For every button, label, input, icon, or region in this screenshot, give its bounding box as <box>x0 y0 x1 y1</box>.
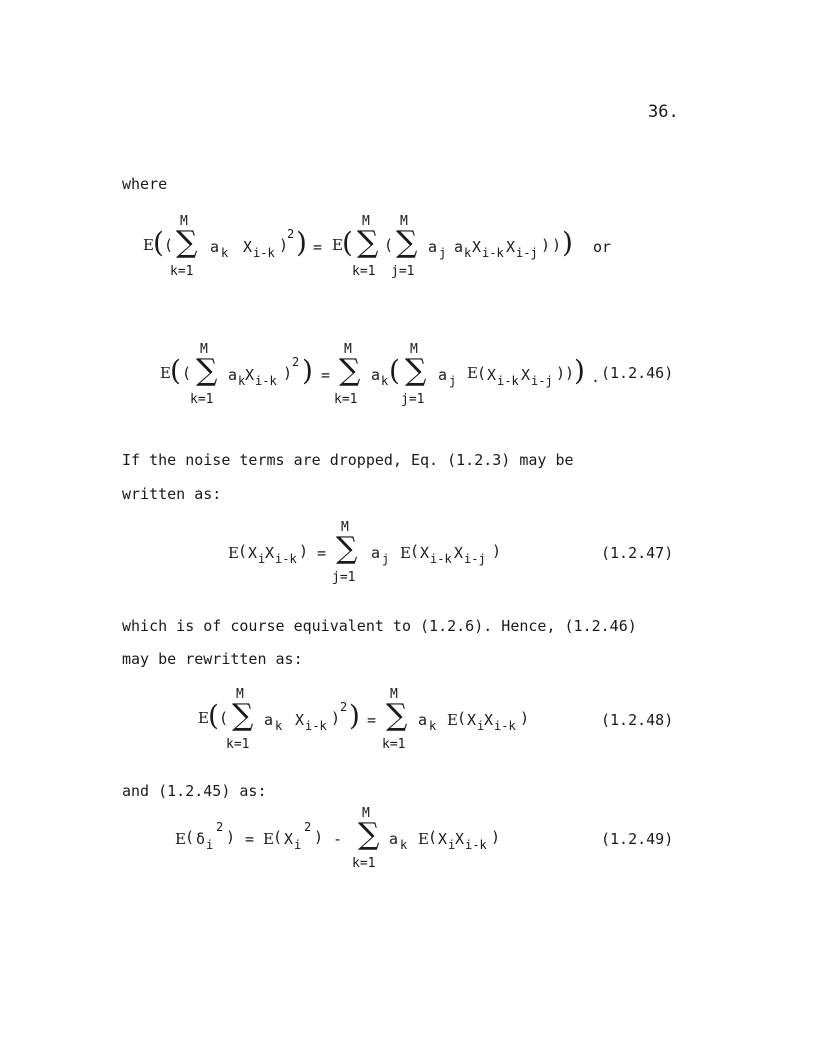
sub-i: i <box>448 838 456 852</box>
sum-upper: M <box>180 214 188 229</box>
big-right-paren: ) <box>574 354 585 387</box>
sup-2: 2 <box>216 820 224 834</box>
sum-upper: M <box>362 214 370 229</box>
right-paren: ) <box>492 542 502 560</box>
right-paren: ) <box>279 236 289 254</box>
sum-sign: ∑ <box>336 531 358 566</box>
text-where: where <box>122 175 168 193</box>
sub-k: k <box>221 246 229 260</box>
expect-operator: E <box>467 364 478 382</box>
sum-upper: M <box>344 342 352 357</box>
coef-a: a <box>264 711 274 729</box>
right-paren: ) <box>541 236 551 254</box>
big-left-paren: ( <box>389 354 400 387</box>
paragraph-equiv-line-2: may be rewritten as: <box>122 650 303 668</box>
var-X: X <box>484 711 494 729</box>
paragraph-and-as: and (1.2.45) as: <box>122 782 267 800</box>
var-X: X <box>245 366 255 384</box>
equals-sign: = <box>313 238 323 256</box>
expect-operator: E <box>175 830 186 848</box>
expect-operator: E <box>160 364 171 382</box>
var-X: X <box>243 238 253 256</box>
big-right-paren: ) <box>302 354 313 387</box>
sum-upper: M <box>200 342 208 357</box>
coef-a: a <box>210 238 220 256</box>
page-number: 36. <box>648 102 679 122</box>
sup-2: 2 <box>340 700 348 714</box>
period: . <box>591 368 601 386</box>
sum-upper: M <box>390 687 398 702</box>
sum-lower: k=1 <box>334 392 358 407</box>
sub-i-k: i-k <box>494 719 516 733</box>
equation-1-2-48 <box>0 685 816 765</box>
right-paren: ) <box>283 364 293 382</box>
right-paren: ) <box>226 828 236 846</box>
sup-2: 2 <box>292 355 300 369</box>
big-left-paren: ( <box>342 226 353 259</box>
expect-operator: E <box>332 236 343 254</box>
coef-a: a <box>371 366 381 384</box>
left-paren: ( <box>384 236 394 254</box>
var-X: X <box>295 711 305 729</box>
right-paren: ) <box>552 236 562 254</box>
sum-lower: k=1 <box>190 392 214 407</box>
sum-lower: j=1 <box>391 264 415 279</box>
big-right-paren: ) <box>296 226 307 259</box>
left-paren: ( <box>185 828 195 846</box>
right-paren: ) <box>331 709 341 727</box>
sum-lower: k=1 <box>382 737 406 752</box>
text-or: or <box>593 238 612 256</box>
equation-1-2-49 <box>0 804 816 884</box>
sum-lower: k=1 <box>352 264 376 279</box>
sub-i-j: i-j <box>516 246 538 260</box>
sub-i-k: i-k <box>275 552 297 566</box>
sub-k: k <box>464 246 472 260</box>
right-paren: ) <box>565 364 575 382</box>
sub-i-j: i-j <box>464 552 486 566</box>
sub-i: i <box>294 838 302 852</box>
coef-a: a <box>428 238 438 256</box>
big-left-paren: ( <box>170 354 181 387</box>
equation-label: (1.2.48) <box>601 711 674 729</box>
big-left-paren: ( <box>153 226 164 259</box>
sub-i-k: i-k <box>482 246 504 260</box>
left-paren: ( <box>164 236 174 254</box>
sum-upper: M <box>341 520 349 535</box>
sub-i: i <box>258 552 266 566</box>
expect-operator: E <box>228 544 239 562</box>
expect-operator: E <box>143 236 154 254</box>
coef-a: a <box>228 366 238 384</box>
expect-operator: E <box>263 830 274 848</box>
sub-i-k: i-k <box>305 719 327 733</box>
var-X: X <box>420 544 430 562</box>
sum-sign: ∑ <box>405 353 427 388</box>
sub-k: k <box>429 719 437 733</box>
sub-k: k <box>400 838 408 852</box>
coef-a: a <box>438 366 448 384</box>
equation-expansion-1 <box>0 212 816 292</box>
var-X: X <box>265 544 275 562</box>
equals-sign: = <box>321 366 331 384</box>
right-paren: ) <box>314 828 324 846</box>
left-paren: ( <box>477 364 487 382</box>
sub-k: k <box>275 719 283 733</box>
sum-sign: ∑ <box>176 225 198 260</box>
sum-sign: ∑ <box>232 698 254 733</box>
right-paren: ) <box>556 364 566 382</box>
left-paren: ( <box>273 828 283 846</box>
sub-i-k: i-k <box>465 838 487 852</box>
sum-upper: M <box>362 806 370 821</box>
left-paren: ( <box>219 709 229 727</box>
big-left-paren: ( <box>208 699 219 732</box>
sup-2: 2 <box>304 820 312 834</box>
sub-i-k: i-k <box>253 246 275 260</box>
right-paren: ) <box>491 828 501 846</box>
var-X: X <box>455 830 465 848</box>
sup-2: 2 <box>287 227 295 241</box>
equals-sign: = <box>317 544 327 562</box>
sum-sign: ∑ <box>196 353 218 388</box>
right-paren: ) <box>520 709 530 727</box>
sum-upper: M <box>236 687 244 702</box>
coef-a: a <box>389 830 399 848</box>
sub-i-k: i-k <box>255 374 277 388</box>
big-right-paren: ) <box>349 699 360 732</box>
coef-a: a <box>371 544 381 562</box>
sub-i: i <box>206 838 214 852</box>
equation-label: (1.2.46) <box>601 364 674 382</box>
minus-sign: - <box>333 830 343 848</box>
sum-lower: k=1 <box>226 737 250 752</box>
sub-k: k <box>238 374 246 388</box>
equals-sign: = <box>367 711 377 729</box>
sum-lower: k=1 <box>170 264 194 279</box>
sub-i: i <box>477 719 485 733</box>
sum-lower: j=1 <box>332 570 356 585</box>
left-paren: ( <box>238 542 248 560</box>
var-X: X <box>506 238 516 256</box>
big-right-paren: ) <box>562 226 573 259</box>
left-paren: ( <box>410 542 420 560</box>
left-paren: ( <box>182 364 192 382</box>
coef-a: a <box>418 711 428 729</box>
equation-1-2-47 <box>0 518 816 598</box>
right-paren: ) <box>299 542 309 560</box>
var-X: X <box>521 366 531 384</box>
equation-label: (1.2.49) <box>601 830 674 848</box>
sum-sign: ∑ <box>357 225 379 260</box>
equation-1-2-46 <box>0 340 816 420</box>
sum-sign: ∑ <box>358 817 380 852</box>
equation-label: (1.2.47) <box>601 544 674 562</box>
expect-operator: E <box>400 544 411 562</box>
paragraph-equiv-line-1: which is of course equivalent to (1.2.6). Hence, (1.2.46) <box>122 617 637 635</box>
var-X: X <box>472 238 482 256</box>
sub-j: j <box>382 552 390 566</box>
paragraph-noise-line-1: If the noise terms are dropped, Eq. (1.2.3) may be <box>122 451 574 469</box>
paragraph-noise-line-2: written as: <box>122 485 222 503</box>
left-paren: ( <box>428 828 438 846</box>
var-X: X <box>454 544 464 562</box>
sub-i-j: i-j <box>531 374 553 388</box>
var-X: X <box>284 830 294 848</box>
sum-upper: M <box>400 214 408 229</box>
sum-sign: ∑ <box>339 353 361 388</box>
var-X: X <box>248 544 258 562</box>
sub-j: j <box>439 246 447 260</box>
var-X: X <box>467 711 477 729</box>
sum-upper: M <box>410 342 418 357</box>
expect-operator: E <box>198 709 209 727</box>
sum-lower: k=1 <box>352 856 376 871</box>
sum-sign: ∑ <box>396 225 418 260</box>
var-X: X <box>487 366 497 384</box>
var-delta: δ <box>196 830 206 848</box>
sum-lower: j=1 <box>401 392 425 407</box>
coef-a: a <box>454 238 464 256</box>
expect-operator: E <box>447 711 458 729</box>
expect-operator: E <box>418 830 429 848</box>
sub-i-k: i-k <box>430 552 452 566</box>
sub-j: j <box>449 374 457 388</box>
sum-sign: ∑ <box>386 698 408 733</box>
sub-i-k: i-k <box>497 374 519 388</box>
left-paren: ( <box>457 709 467 727</box>
var-X: X <box>438 830 448 848</box>
sub-k: k <box>381 374 389 388</box>
equals-sign: = <box>245 830 255 848</box>
